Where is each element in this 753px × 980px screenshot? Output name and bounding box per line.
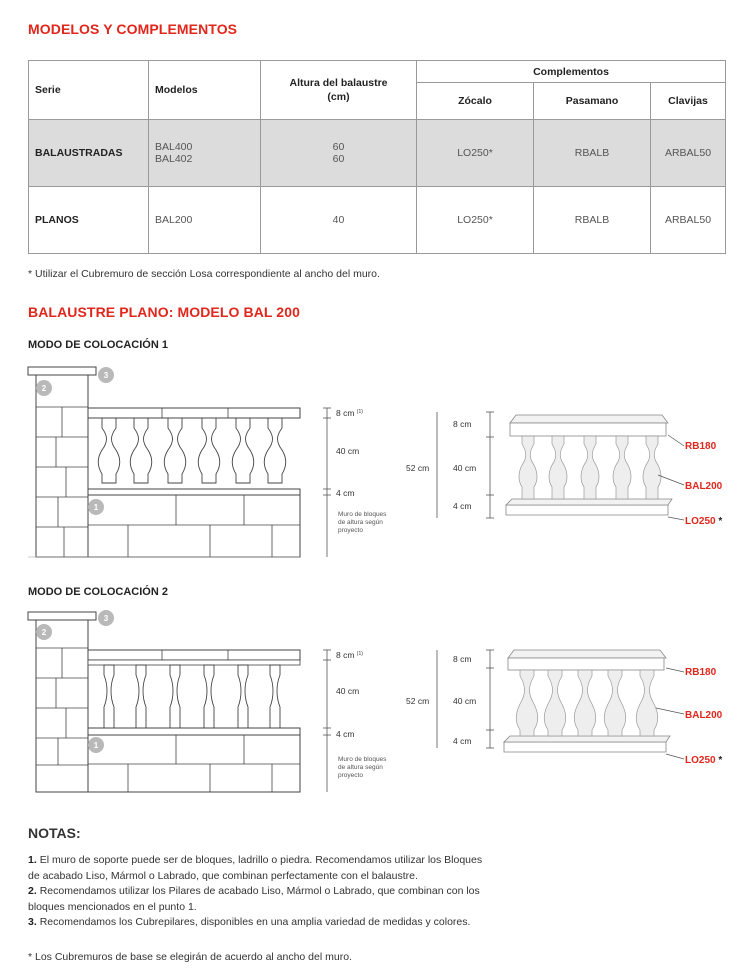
- cell-clavijas: ARBAL50: [651, 120, 726, 187]
- installation-diagram-2: [0, 600, 753, 805]
- cell-alt: 60: [332, 153, 345, 165]
- dim-bottom-r: 4 cm: [453, 736, 472, 746]
- label-lo250: LO250 *: [685, 755, 723, 766]
- dim-bottom-r: 4 cm: [453, 501, 472, 511]
- dim-mid: 40 cm: [336, 446, 360, 456]
- dim-top: 8 cm $^{(1)}$: [336, 650, 363, 660]
- badge-3-label: 3: [103, 371, 109, 380]
- cell-altura: 40: [261, 187, 417, 254]
- header-serie: Serie: [29, 61, 149, 120]
- header-pasamano: Pasamano: [534, 83, 651, 120]
- header-clavijas: Clavijas: [651, 83, 726, 120]
- wall-note: Muro de bloques: [338, 511, 387, 518]
- wall-note: Muro de bloques: [338, 756, 387, 763]
- label-bal200: BAL200: [685, 481, 723, 492]
- cell-pasamano: RBALB: [534, 120, 651, 187]
- dim-mid-r: 40 cm: [453, 463, 477, 473]
- cell-clavijas: ARBAL50: [651, 187, 726, 254]
- wall-note: de altura según: [338, 764, 383, 771]
- badge-3-label: 3: [103, 614, 109, 623]
- header-modelos: Modelos: [149, 61, 261, 120]
- cell-model: BAL400: [155, 141, 193, 153]
- dim-top: 8 cm $^{(1)}$: [336, 408, 363, 418]
- dim-mid: 40 cm: [336, 686, 360, 696]
- label-lo250: LO250 *: [685, 516, 723, 527]
- note-item: 3. Recomendamos los Cubrepilares, disponibles en una amplia variedad de medidas y colores.: [28, 916, 471, 928]
- cell-pasamano: RBALB: [534, 187, 651, 254]
- models-table: [28, 60, 726, 254]
- header-zocalo: Zócalo: [417, 83, 534, 120]
- notes-footnote: * Los Cubremuros de base se elegirán de acuerdo al ancho del muro.: [28, 951, 352, 963]
- section-title-models: MODELOS Y COMPLEMENTOS: [28, 21, 238, 37]
- mode-2-title: MODO DE COLOCACIÓN 2: [28, 586, 168, 598]
- cell-modelos: BAL200: [149, 187, 261, 254]
- cell-alt: 60: [332, 141, 345, 153]
- header-altura: Altura del balaustre (cm): [261, 61, 417, 120]
- header-complementos: Complementos: [417, 61, 726, 83]
- label-rb180: RB180: [685, 441, 717, 452]
- dim-total: 52 cm: [406, 463, 430, 473]
- table-row: [29, 187, 726, 254]
- dim-bottom: 4 cm: [336, 488, 355, 498]
- wall-note: proyecto: [338, 772, 363, 779]
- table-row: [29, 120, 726, 187]
- notes-list: [28, 853, 488, 931]
- notes-title: NOTAS:: [28, 825, 81, 841]
- badge-2-label: 2: [41, 384, 47, 393]
- badge-1-label: 1: [93, 741, 99, 750]
- badge-2-label: 2: [41, 628, 47, 637]
- dim-mid-r: 40 cm: [453, 696, 477, 706]
- cell-serie: BALAUSTRADAS: [29, 120, 149, 187]
- dim-top-r: 8 cm: [453, 419, 472, 429]
- wall-note: de altura según: [338, 519, 383, 526]
- badge-1-label: 1: [93, 503, 99, 512]
- note-item: 2. Recomendamos utilizar los Pilares de acabado Liso, Mármol o Labrado, que combinan con los bloques mencionados en el punto 1.: [28, 885, 480, 913]
- dim-total: 52 cm: [406, 696, 430, 706]
- cell-serie: PLANOS: [29, 187, 149, 254]
- cell-zocalo: LO250*: [417, 187, 534, 254]
- dim-top-r: 8 cm: [453, 654, 472, 664]
- cell-model: BAL402: [155, 153, 193, 165]
- wall-note: proyecto: [338, 527, 363, 534]
- cell-modelos: [149, 120, 261, 187]
- dim-bottom: 4 cm: [336, 729, 355, 739]
- mode-1-title: MODO DE COLOCACIÓN 1: [28, 339, 168, 351]
- installation-diagram-1: [0, 355, 753, 565]
- label-bal200: BAL200: [685, 710, 723, 721]
- section-title-flat: BALAUSTRE PLANO: MODELO BAL 200: [28, 304, 300, 320]
- cell-zocalo: LO250*: [417, 120, 534, 187]
- cell-altura: [261, 120, 417, 187]
- note-item: 1. El muro de soporte puede ser de bloques, ladrillo o piedra. Recomendamos utilizar los Bloques de acabado Liso, Mármol o Labrado, que combinan perfectamente con el balaustre.: [28, 854, 483, 882]
- table-footnote: * Utilizar el Cubremuro de sección Losa correspondiente al ancho del muro.: [28, 268, 380, 280]
- label-rb180: RB180: [685, 667, 717, 678]
